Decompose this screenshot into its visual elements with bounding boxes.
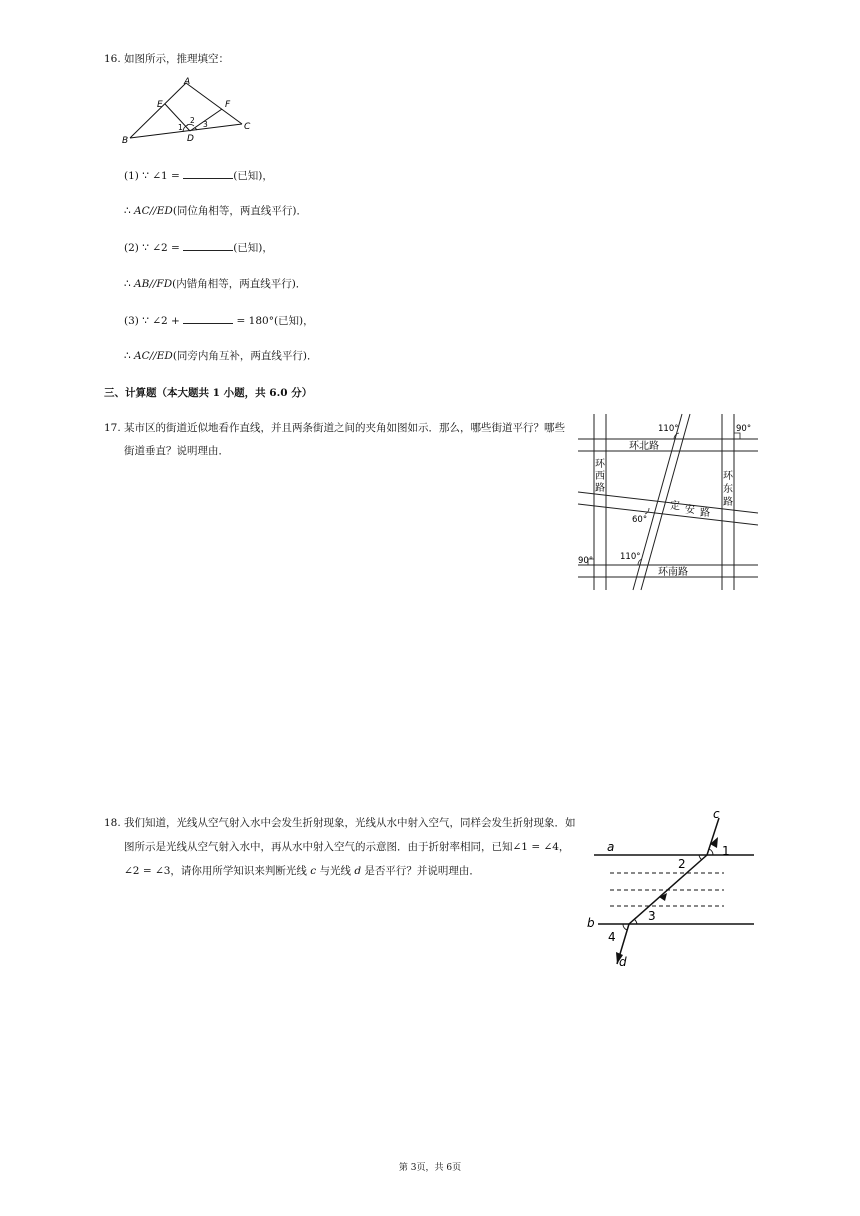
q16-line-4 <box>124 277 306 291</box>
q16-header <box>104 52 229 66</box>
label-north-road: 环北路 <box>629 441 659 452</box>
label-east-road-3: 路 <box>723 497 733 508</box>
label-angle-2: 2 <box>190 116 195 125</box>
q16-line-6 <box>124 349 318 363</box>
q18-ray-c-ref: c <box>310 865 317 877</box>
q16-line-6-pre: ∴ <box>124 350 135 362</box>
answer-blank-3[interactable] <box>183 313 233 324</box>
q16-line-2-post: (同位角相等，两直线平行)． <box>172 205 308 217</box>
q18-number: 18. <box>104 817 121 829</box>
label-90-right: 90° <box>736 424 752 434</box>
angle-3-arc <box>634 919 637 924</box>
label-a: A <box>184 77 191 87</box>
label-west-road-3: 路 <box>595 483 605 494</box>
label-east-road-1: 环 <box>723 471 733 482</box>
label-east-road-2: 东 <box>723 484 733 495</box>
q17-line-1 <box>104 421 565 435</box>
q16-line-2 <box>124 204 307 218</box>
q16-line-3-pre: (2) ∵ ∠2 = <box>124 242 184 254</box>
q16-line-5 <box>124 313 314 328</box>
q16-line-6-math: AC//ED <box>134 350 173 362</box>
label-dingan-road-2: 安 <box>685 505 695 516</box>
q16-line-2-math: AC//ED <box>134 205 173 217</box>
q16-line-1 <box>124 168 273 183</box>
q16-line-3-post: (已知)， <box>233 242 273 254</box>
q18-text-3-mid: 与光线 <box>316 865 355 877</box>
label-b: B <box>122 136 129 144</box>
label-dingan-road-1: 定 <box>670 501 680 512</box>
q16-line-2-pre: ∴ <box>124 205 135 217</box>
label-e: E <box>157 100 163 110</box>
section-3-title: 三、计算题（本大题共 1 小题，共 6.0 分） <box>104 387 313 399</box>
label-f: F <box>225 100 231 110</box>
label-d: D <box>187 134 194 144</box>
angle-60-arc <box>645 508 649 514</box>
q18-text-1: 我们知道，光线从空气射入水中会发生折射现象，光线从水中射入空气，同样会发生折射现象．如 <box>124 817 576 829</box>
label-110-top: 110° <box>658 424 679 434</box>
q16-line-4-post: (内错角相等，两直线平行)． <box>172 278 307 290</box>
q16-line-6-post: (同旁内角互补，两直线平行)． <box>172 350 318 362</box>
answer-blank-1[interactable] <box>183 168 233 179</box>
q17-text-2: 街道垂直？说明理由． <box>124 445 229 457</box>
q16-line-3 <box>124 240 273 255</box>
q16-number: 16. <box>104 53 121 65</box>
label-110-bottom: 110° <box>620 552 641 562</box>
q16-prompt: 如图所示，推理填空： <box>124 53 230 65</box>
label-angle-1: 1 <box>178 123 183 132</box>
angle-4-arc <box>623 924 627 930</box>
answer-blank-2[interactable] <box>183 240 233 251</box>
q18-ray-d-ref: d <box>354 865 362 877</box>
label-60: 60° <box>632 515 648 525</box>
q18-text-3-pre: ∠2 = ∠3，请你用所学知识来判断光线 <box>124 865 311 877</box>
q16-line-4-math: AB//FD <box>134 278 173 290</box>
label-90-left: 90° <box>578 556 594 566</box>
q17-text-1: 某市区的街道近似地看作直线，并且两条街道之间的夹角如图如示．那么，哪些街道平行？哪些 <box>124 422 566 434</box>
label-west-road-1: 环 <box>595 459 605 470</box>
label-angle-1: 1 <box>722 844 730 858</box>
q16-line-1-post: (已知)， <box>233 170 273 182</box>
label-west-road-2: 西 <box>595 471 605 482</box>
q16-line-1-pre: (1) ∵ ∠1 = <box>124 170 184 182</box>
angle-1-arc <box>709 849 713 855</box>
label-ray-d: d <box>619 955 627 969</box>
q17-street-map <box>576 412 760 592</box>
q16-triangle-figure <box>118 74 258 144</box>
ray-c <box>707 818 719 855</box>
label-c: C <box>244 122 251 132</box>
label-line-b: b <box>587 916 595 930</box>
q18-text-2: 图所示是光线从空气射入水中，再从水中射入空气的示意图．由于折射率相同，已知∠1 = ∠4， <box>124 841 570 853</box>
label-angle-3: 3 <box>203 120 208 129</box>
label-dingan-road-3: 路 <box>700 508 710 519</box>
label-ray-c: c <box>713 807 720 821</box>
q18-line-1 <box>104 816 576 830</box>
q18-refraction-figure <box>586 806 760 972</box>
q18-text-3-post: 是否平行？并说明理由． <box>361 865 480 877</box>
label-angle-2: 2 <box>678 857 686 871</box>
page-footer: 第 3页，共 6页 <box>398 1163 462 1173</box>
q17-number: 17. <box>104 422 121 434</box>
label-angle-4: 4 <box>608 930 616 944</box>
label-angle-3: 3 <box>648 909 656 923</box>
q16-line-4-pre: ∴ <box>124 278 135 290</box>
q16-line-5-post: = 180°(已知)， <box>233 315 314 327</box>
label-south-road: 环南路 <box>658 567 688 578</box>
angle-2-arc <box>699 855 702 860</box>
label-line-a: a <box>607 840 615 854</box>
q18-line-3 <box>124 864 480 878</box>
q16-line-5-pre: (3) ∵ ∠2 + <box>124 315 184 327</box>
